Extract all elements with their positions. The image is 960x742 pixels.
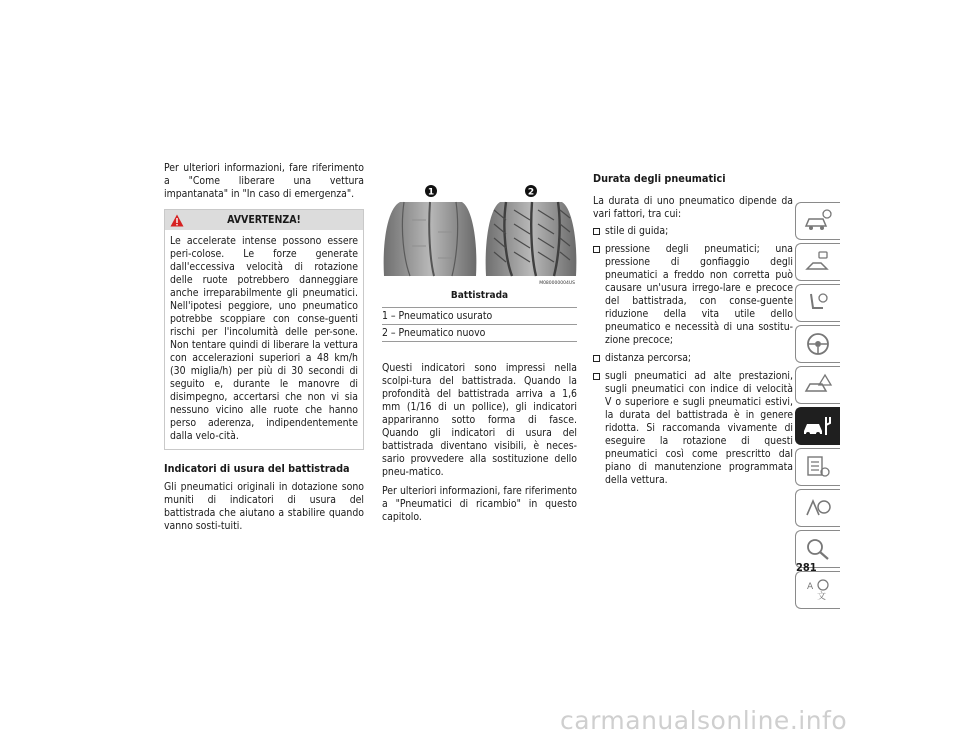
checkbox-bullet-icon	[593, 246, 600, 253]
figure-code: M080000004US	[539, 281, 575, 286]
tab-car-info[interactable]	[795, 202, 840, 240]
worn-tire-icon	[384, 202, 477, 276]
tread-indicators-heading: Indicatori di usura del battistrada	[164, 462, 350, 475]
tab-languages[interactable]	[795, 571, 840, 609]
checkbox-bullet-icon	[593, 373, 600, 380]
tab-driving[interactable]	[795, 325, 840, 363]
left-column	[164, 162, 364, 533]
tire-life-heading: Durata degli pneumatici	[593, 172, 726, 185]
tab-emergency[interactable]	[795, 366, 840, 404]
warning-header	[165, 210, 363, 230]
list-item: pressione degli pneumatici; una pressione di gonfiaggio degli pneumatici a freddo non corretta può causare un'usura irrego-lare e precoce del battistrada, con conse-guente riduzione della vita utile dello pneumatico e necessità di una sostitu-zione precoce;	[593, 243, 793, 347]
spare-tires-paragraph: Per ulteriori informazioni, fare riferimento a "Pneumatici di ricambio" in questo capitolo.	[382, 485, 577, 523]
car-info-icon	[803, 208, 833, 234]
languages-icon	[803, 577, 833, 603]
watermark: carmanualsonline.info	[560, 706, 848, 735]
intro-paragraph: Per ulteriori informazioni, fare riferimento a "Come liberare una vettura impantanata" in "In caso di emergenza".	[164, 162, 364, 200]
figure-legend	[382, 307, 577, 342]
legend-item: 2 – Pneumatico nuovo	[382, 324, 577, 341]
figure-caption: Battistrada	[450, 290, 509, 301]
checkbox-bullet-icon	[593, 355, 600, 362]
index-search-icon	[803, 536, 833, 562]
car-warning-icon	[803, 372, 833, 398]
warning-box	[164, 209, 364, 450]
hand-key-icon	[803, 249, 833, 275]
car-service-tools-icon	[802, 413, 834, 439]
list-item: stile di guida;	[593, 225, 793, 238]
tab-multimedia[interactable]	[795, 489, 840, 527]
middle-column	[382, 180, 577, 524]
tread-indicators-text: Gli pneumatici originali in dotazione sono muniti di indicatori di usura del battistrada che aiutano a stabilire quando vanno sosti-tuiti.	[164, 481, 364, 532]
tread-illustration	[382, 180, 577, 290]
tab-safety[interactable]	[795, 284, 840, 322]
checkbox-bullet-icon	[593, 228, 600, 235]
indicators-paragraph: Questi indicatori sono impressi nella scolpi-tura del battistrada. Quando la profondità del battistrada arriva a 1,6 mm (1/16 di un pollice), gli indicatori appariranno sotto forma di fasce. Quando gli indicatori di usura del battistrada diventano visibili, è neces-sario provvedere alla sostituzione dello pneu-matico.	[382, 362, 577, 478]
svg-text:文: 文	[817, 592, 827, 602]
legend-item: 1 – Pneumatico usurato	[382, 310, 493, 322]
tab-specs[interactable]	[795, 448, 840, 486]
tab-keys[interactable]	[795, 243, 840, 281]
media-settings-icon	[803, 495, 833, 521]
warning-title: AVVERTENZA!	[227, 214, 301, 226]
seat-safety-icon	[803, 290, 833, 316]
callout-1: 1	[427, 187, 435, 198]
tab-service[interactable]	[795, 407, 840, 445]
tire-life-intro: La durata di uno pneumatico dipende da vari fattori, tra cui:	[593, 195, 793, 220]
new-tire-icon	[486, 202, 577, 276]
tire-life-list	[593, 225, 793, 487]
specs-list-icon	[803, 454, 833, 480]
tread-figure	[382, 180, 577, 290]
warning-text: Le accelerate intense possono essere peri-colose. Le forze generate dall'eccessiva velocità di rotazione delle ruote potrebbero danneggiare anche irreparabilmente gli pneumatici. Nell'ipotesi peggiore, uno pneumatico potrebbe scoppiare con conse-guenti rischi per l'incolumità delle per-sone. Non tentare quindi di liberare la vettura con accelerazioni superiori a 48 km/h (30 miglia/h) per più di 30 secondi di seguito e, durante le manovre di disimpegno, accertarsi che non vi sia nessuno vicino alle ruote che hanno perso aderenza, indipendentemente dalla velo-cità.	[170, 235, 358, 442]
steering-wheel-icon	[803, 331, 833, 357]
right-column	[593, 172, 793, 492]
list-item: sugli pneumatici ad alte prestazioni, sugli pneumatici con indice di velocità V o superiore e sugli pneumatici estivi, la durata del battistrada è in genere ridotta. Si raccomanda vivamente di eseguire la rotazione di questi pneumatici così come prescritto dal piano di manutenzione programmata della vettura.	[593, 370, 793, 487]
callout-2: 2	[527, 187, 535, 198]
page-number: 281	[796, 561, 817, 574]
list-item: distanza percorsa;	[593, 352, 793, 365]
chapter-tabs	[795, 202, 840, 612]
svg-text:A: A	[807, 582, 814, 592]
